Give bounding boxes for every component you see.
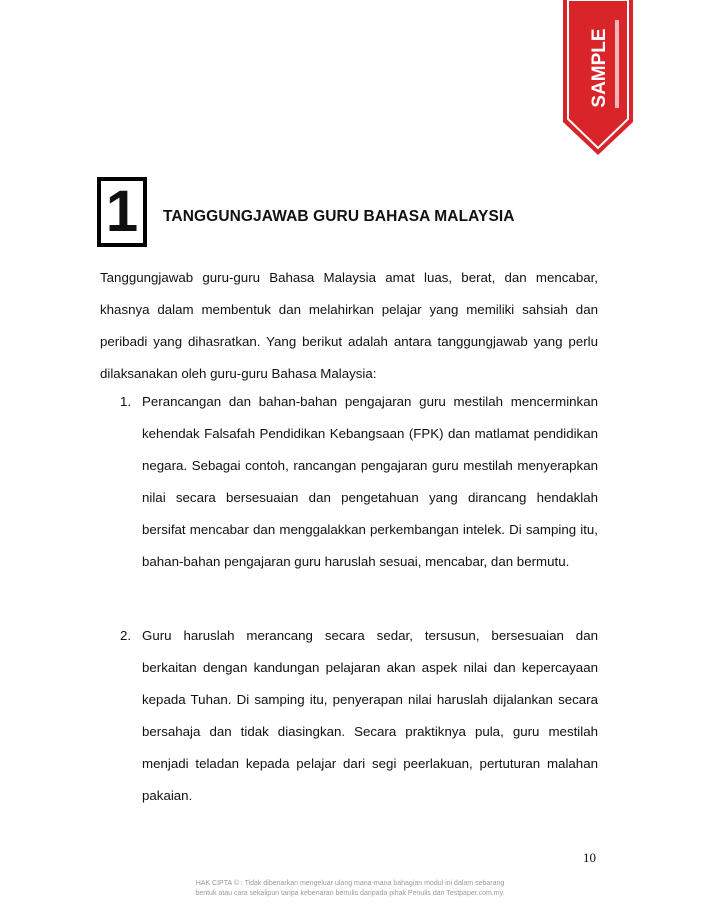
- footer-line: HAK CIPTA © : Tidak dibenarkan mengeluar ulang mana-mana bahagian modul ini dalam sebarang: [195, 880, 505, 887]
- list-item-number: 2.: [120, 628, 132, 643]
- list-item-number: 1.: [120, 394, 132, 409]
- footer-line: bentuk atau cara sekalipun tanpa kebenaran bertulis daripada pihak Penulis dan Testpaper.com.my.: [195, 890, 505, 897]
- list-item: [120, 386, 598, 578]
- sample-stamp-text: [568, 18, 628, 118]
- chapter-number: 1: [105, 179, 139, 244]
- page-number: 10: [583, 850, 596, 865]
- sample-label: SAMPLE: [589, 28, 610, 108]
- chapter-title: TANGGUNGJAWAB GURU BAHASA MALAYSIA: [163, 208, 515, 225]
- list-item: [120, 620, 598, 812]
- copyright-footer: [150, 879, 550, 899]
- intro-paragraph: Tanggungjawab guru-guru Bahasa Malaysia amat luas, berat, dan mencabar, khasnya dalam membentuk dan melahirkan pelajar yang memiliki sahsiah dan peribadi yang dihasratkan. Yang berikut adalah antara tanggungjawab yang perlu dilaksanakan oleh guru-guru Bahasa Malaysia:: [100, 270, 598, 381]
- list-item-text: Guru haruslah merancang secara sedar, tersusun, bersesuaian dan berkaitan dengan kandungan pelajaran akan aspek nilai dan kepercayaan kepada Tuhan. Di samping itu, penyerapan nilai haruslah dijalankan secara bersahaja dan tidak diasingkan. Secara praktiknya pula, guru mestilah menjadi teladan kepada pelajar dari segi peerlakuan, pertuturan malahan pakaian.: [142, 628, 598, 803]
- list-item-text: Perancangan dan bahan-bahan pengajaran guru mestilah mencerminkan kehendak Falsafah Pendidikan Kebangsaan (FPK) dan matlamat pendidikan negara. Sebagai contoh, rancangan pengajaran guru mestilah menyerapkan nilai secara bersesuaian dan pengetahuan yang dirancang hendaklah bersifat mencabar dan menggalakkan perkembangan intelek. Di samping itu, bahan-bahan pengajaran guru haruslah sesuai, mencabar, dan bermutu.: [142, 394, 598, 569]
- chapter-number-box: [97, 177, 147, 247]
